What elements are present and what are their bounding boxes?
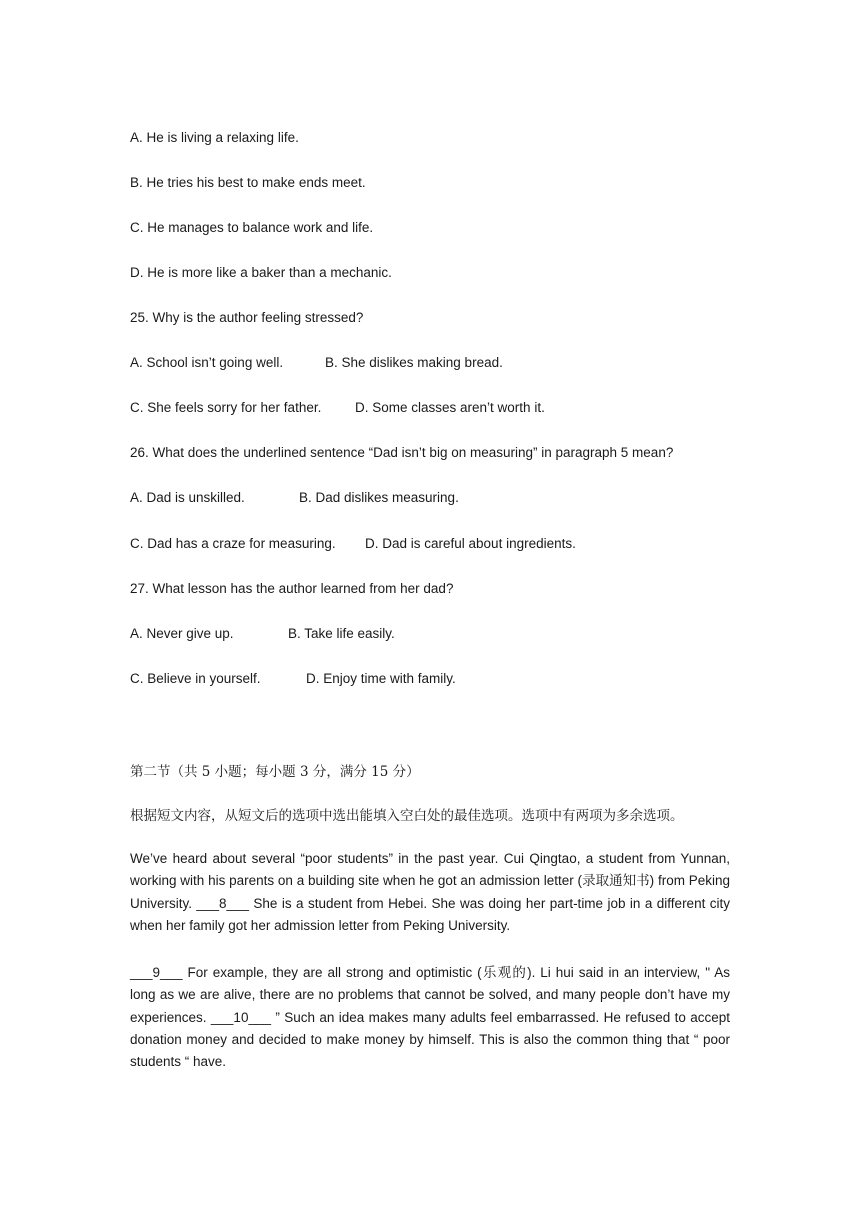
q26-option-d: D. Dad is careful about ingredients. [365,536,576,551]
q24-option-a: A. He is living a relaxing life. [130,130,299,145]
passage-paragraph-1: We’ve heard about several “poor students” in the past year. Cui Qingtao, a student from Yunnan, working with his parents on a building site when he got an admission letter (录取通知书) from Peking University. ___8___ She is a student from Hebei. She was doing her part-time job in a different city when her family got her admission letter from Peking University. [130,851,730,933]
q26-option-c: C. Dad has a craze for measuring. [130,536,336,551]
q24-option-d: D. He is more like a baker than a mechanic. [130,265,392,280]
q27-option-c: C. Believe in yourself. [130,671,261,686]
q25-option-a: A. School isn’t going well. [130,355,284,370]
q24-option-c: C. He manages to balance work and life. [130,220,374,235]
section-title: 第二节（共 5 小题；每小题 3 分，满分 15 分） [130,764,420,780]
q27-option-a: A. Never give up. [130,626,234,641]
passage-paragraph-2: ___9___ For example, they are all strong and optimistic (乐观的). Li hui said in an interview, " As long as we are alive, there are no problems that cannot be solved, and many people don’t have my experiences. ___10___ ” Such an idea makes many adults feel embarrassed. He refused to accept donation money and decided to make money by himself. This is also the common thing that “ poor students “ have. [130,965,730,1070]
q25-option-b: B. She dislikes making bread. [325,355,503,370]
q25-option-c: C. She feels sorry for her father. [130,400,322,415]
q27-question: 27. What lesson has the author learned from her dad? [130,581,454,596]
q26-question: 26. What does the underlined sentence “Dad isn’t big on measuring” in paragraph 5 mean? [130,445,674,460]
q26-option-a: A. Dad is unskilled. [130,490,245,505]
q27-option-d: D. Enjoy time with family. [306,671,456,686]
q25-option-d: D. Some classes aren’t worth it. [355,400,545,415]
q24-option-b: B. He tries his best to make ends meet. [130,175,366,190]
q25-question: 25. Why is the author feeling stressed? [130,310,364,325]
q27-option-b: B. Take life easily. [288,626,395,641]
q26-option-b: B. Dad dislikes measuring. [299,490,459,505]
section-instruction: 根据短文内容，从短文后的选项中选出能填入空白处的最佳选项。选项中有两项为多余选项。 [130,808,684,824]
